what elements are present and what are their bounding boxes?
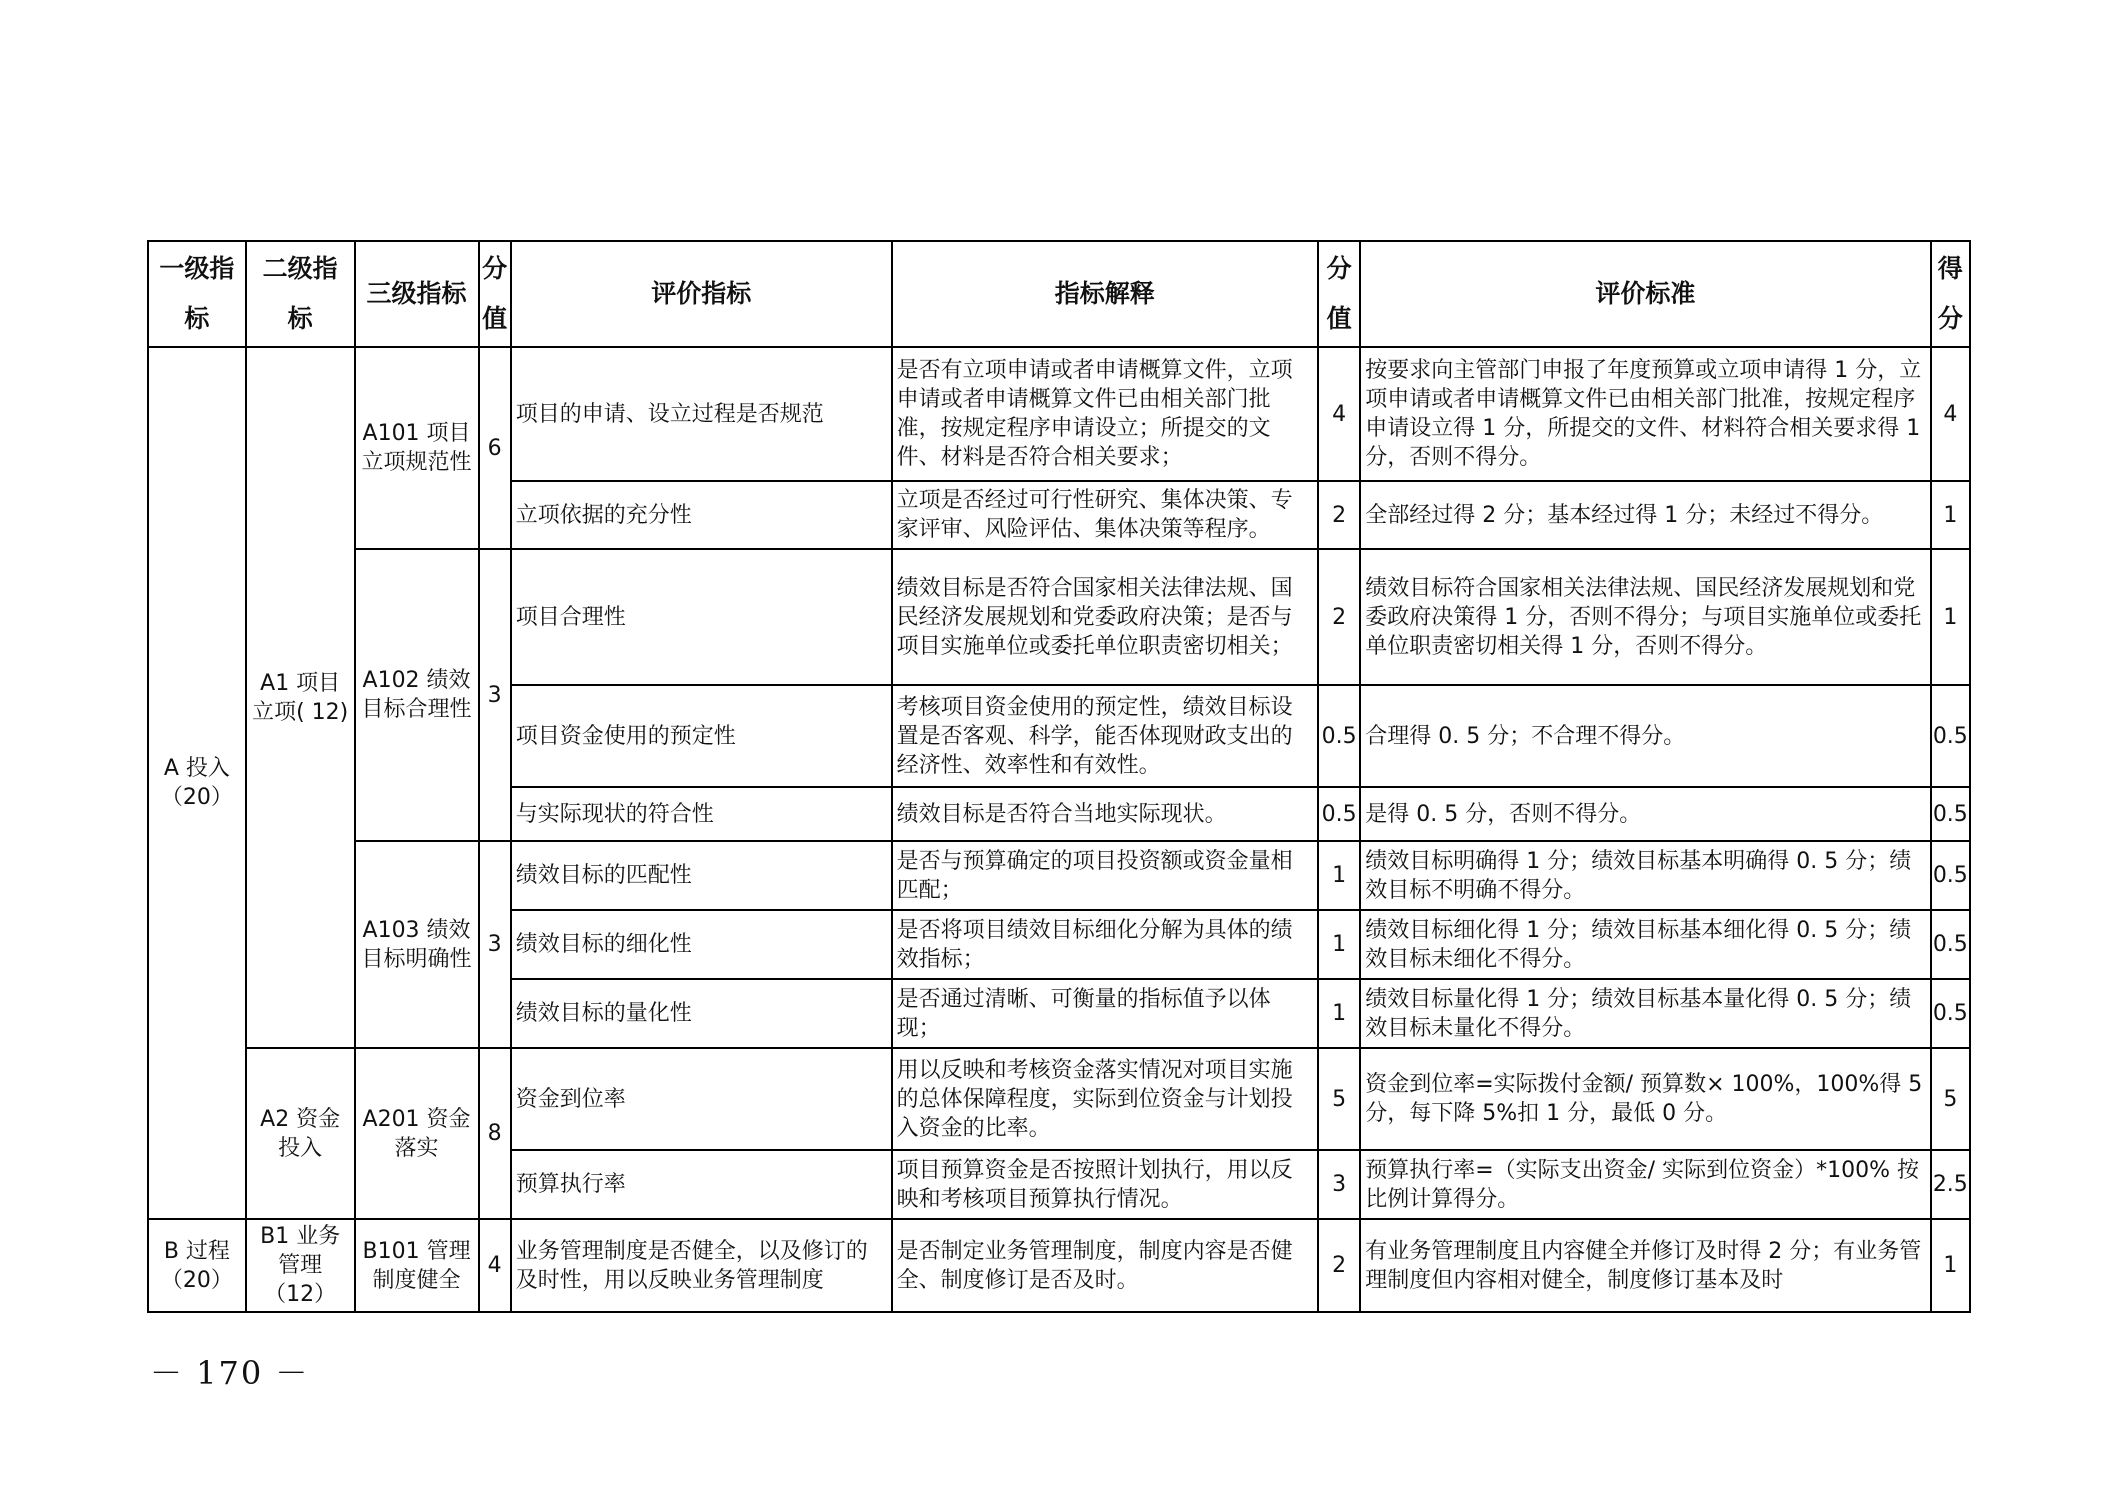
level3-b101: B101 管理制度健全 [355,1219,479,1312]
indicator-cell: 绩效目标的匹配性 [511,841,892,910]
header-level3: 三级指标 [355,241,479,347]
explanation-cell: 是否通过清晰、可衡量的指标值予以体现； [892,979,1318,1048]
got-cell: 1 [1931,549,1970,685]
indicator-cell: 项目的申请、设立过程是否规范 [511,347,892,481]
got-cell: 1 [1931,481,1970,549]
table-row [148,841,1970,910]
header-indicator: 评价指标 [511,241,892,347]
header-score-2: 分值 [1318,241,1360,347]
explanation-cell: 绩效目标是否符合当地实际现状。 [892,787,1318,841]
level3-a103-score: 3 [479,841,511,1048]
header-standard: 评价标准 [1360,241,1930,347]
got-cell: 2.5 [1931,1150,1970,1219]
standard-cell: 绩效目标量化得 1 分；绩效目标基本量化得 0. 5 分；绩效目标未量化不得分。 [1360,979,1930,1048]
evaluation-table [147,240,1971,1313]
score-cell: 4 [1318,347,1360,481]
level3-a103: A103 绩效目标明确性 [355,841,479,1048]
level1-a: A 投入（20） [148,347,246,1219]
explanation-cell: 绩效目标是否符合国家相关法律法规、国民经济发展规划和党委政府决策；是否与项目实施单位或委托单位职责密切相关； [892,549,1318,685]
header-got: 得分 [1931,241,1970,347]
indicator-cell: 与实际现状的符合性 [511,787,892,841]
standard-cell: 全部经过得 2 分；基本经过得 1 分；未经过不得分。 [1360,481,1930,549]
score-cell: 1 [1318,979,1360,1048]
got-cell: 0.5 [1931,910,1970,979]
table-row [148,549,1970,685]
header-explanation: 指标解释 [892,241,1318,347]
indicator-cell: 绩效目标的细化性 [511,910,892,979]
level3-a201-score: 8 [479,1048,511,1219]
standard-cell: 绩效目标明确得 1 分；绩效目标基本明确得 0. 5 分；绩效目标不明确不得分。 [1360,841,1930,910]
got-cell: 5 [1931,1048,1970,1150]
indicator-cell: 项目资金使用的预定性 [511,685,892,787]
explanation-cell: 用以反映和考核资金落实情况对项目实施的总体保障程度，实际到位资金与计划投入资金的比率。 [892,1048,1318,1150]
standard-cell: 是得 0. 5 分，否则不得分。 [1360,787,1930,841]
score-cell: 1 [1318,910,1360,979]
got-cell: 0.5 [1931,787,1970,841]
level3-a101-score: 6 [479,347,511,549]
table-row [148,1048,1970,1150]
indicator-cell: 项目合理性 [511,549,892,685]
explanation-cell: 是否制定业务管理制度，制度内容是否健全、制度修订是否及时。 [892,1219,1318,1312]
standard-cell: 预算执行率=（实际支出资金/ 实际到位资金）*100% 按比例计算得分。 [1360,1150,1930,1219]
indicator-cell: 资金到位率 [511,1048,892,1150]
header-score: 分值 [479,241,511,347]
level3-a201: A201 资金落实 [355,1048,479,1219]
score-cell: 3 [1318,1150,1360,1219]
score-cell: 2 [1318,549,1360,685]
explanation-cell: 是否与预算确定的项目投资额或资金量相匹配； [892,841,1318,910]
explanation-cell: 立项是否经过可行性研究、集体决策、专家评审、风险评估、集体决策等程序。 [892,481,1318,549]
standard-cell: 有业务管理制度且内容健全并修订及时得 2 分；有业务管理制度但内容相对健全，制度修订基本及时 [1360,1219,1930,1312]
standard-cell: 按要求向主管部门申报了年度预算或立项申请得 1 分，立项申请或者申请概算文件已由相关部门批准，按规定程序申请设立得 1 分，所提交的文件、材料符合相关要求得 1 分，否则不得分。 [1360,347,1930,481]
level1-b: B 过程（20） [148,1219,246,1312]
score-cell: 0.5 [1318,685,1360,787]
level2-a1: A1 项目立项( 12) [246,347,355,1048]
level2-b1: B1 业务管理（12） [246,1219,355,1312]
table-row [148,1219,1970,1312]
explanation-cell: 考核项目资金使用的预定性，绩效目标设置是否客观、科学，能否体现财政支出的经济性、效率性和有效性。 [892,685,1318,787]
indicator-cell: 业务管理制度是否健全，以及修订的及时性，用以反映业务管理制度 [511,1219,892,1312]
level3-a102-score: 3 [479,549,511,841]
score-cell: 2 [1318,481,1360,549]
score-cell: 2 [1318,1219,1360,1312]
standard-cell: 绩效目标细化得 1 分；绩效目标基本细化得 0. 5 分；绩效目标未细化不得分。 [1360,910,1930,979]
got-cell: 0.5 [1931,979,1970,1048]
indicator-cell: 立项依据的充分性 [511,481,892,549]
level3-b101-score: 4 [479,1219,511,1312]
header-row [148,241,1970,347]
indicator-cell: 绩效目标的量化性 [511,979,892,1048]
got-cell: 1 [1931,1219,1970,1312]
score-cell: 1 [1318,841,1360,910]
explanation-cell: 是否将项目绩效目标细化分解为具体的绩效指标； [892,910,1318,979]
standard-cell: 资金到位率=实际拨付金额/ 预算数× 100%，100%得 5 分，每下降 5%扣 1 分，最低 0 分。 [1360,1048,1930,1150]
score-cell: 0.5 [1318,787,1360,841]
score-cell: 5 [1318,1048,1360,1150]
got-cell: 0.5 [1931,841,1970,910]
indicator-cell: 预算执行率 [511,1150,892,1219]
explanation-cell: 是否有立项申请或者申请概算文件，立项申请或者申请概算文件已由相关部门批准，按规定程序申请设立；所提交的文件、材料是否符合相关要求； [892,347,1318,481]
level2-a2: A2 资金投入 [246,1048,355,1219]
table-row [148,347,1970,481]
level3-a102: A102 绩效目标合理性 [355,549,479,841]
header-level2: 二级指标 [246,241,355,347]
got-cell: 0.5 [1931,685,1970,787]
standard-cell: 绩效目标符合国家相关法律法规、国民经济发展规划和党委政府决策得 1 分，否则不得分；与项目实施单位或委托单位职责密切相关得 1 分，否则不得分。 [1360,549,1930,685]
level3-a101: A101 项目立项规范性 [355,347,479,549]
got-cell: 4 [1931,347,1970,481]
standard-cell: 合理得 0. 5 分；不合理不得分。 [1360,685,1930,787]
explanation-cell: 项目预算资金是否按照计划执行，用以反映和考核项目预算执行情况。 [892,1150,1318,1219]
page-number: － 170 － [150,1354,310,1392]
header-level1: 一级指标 [148,241,246,347]
